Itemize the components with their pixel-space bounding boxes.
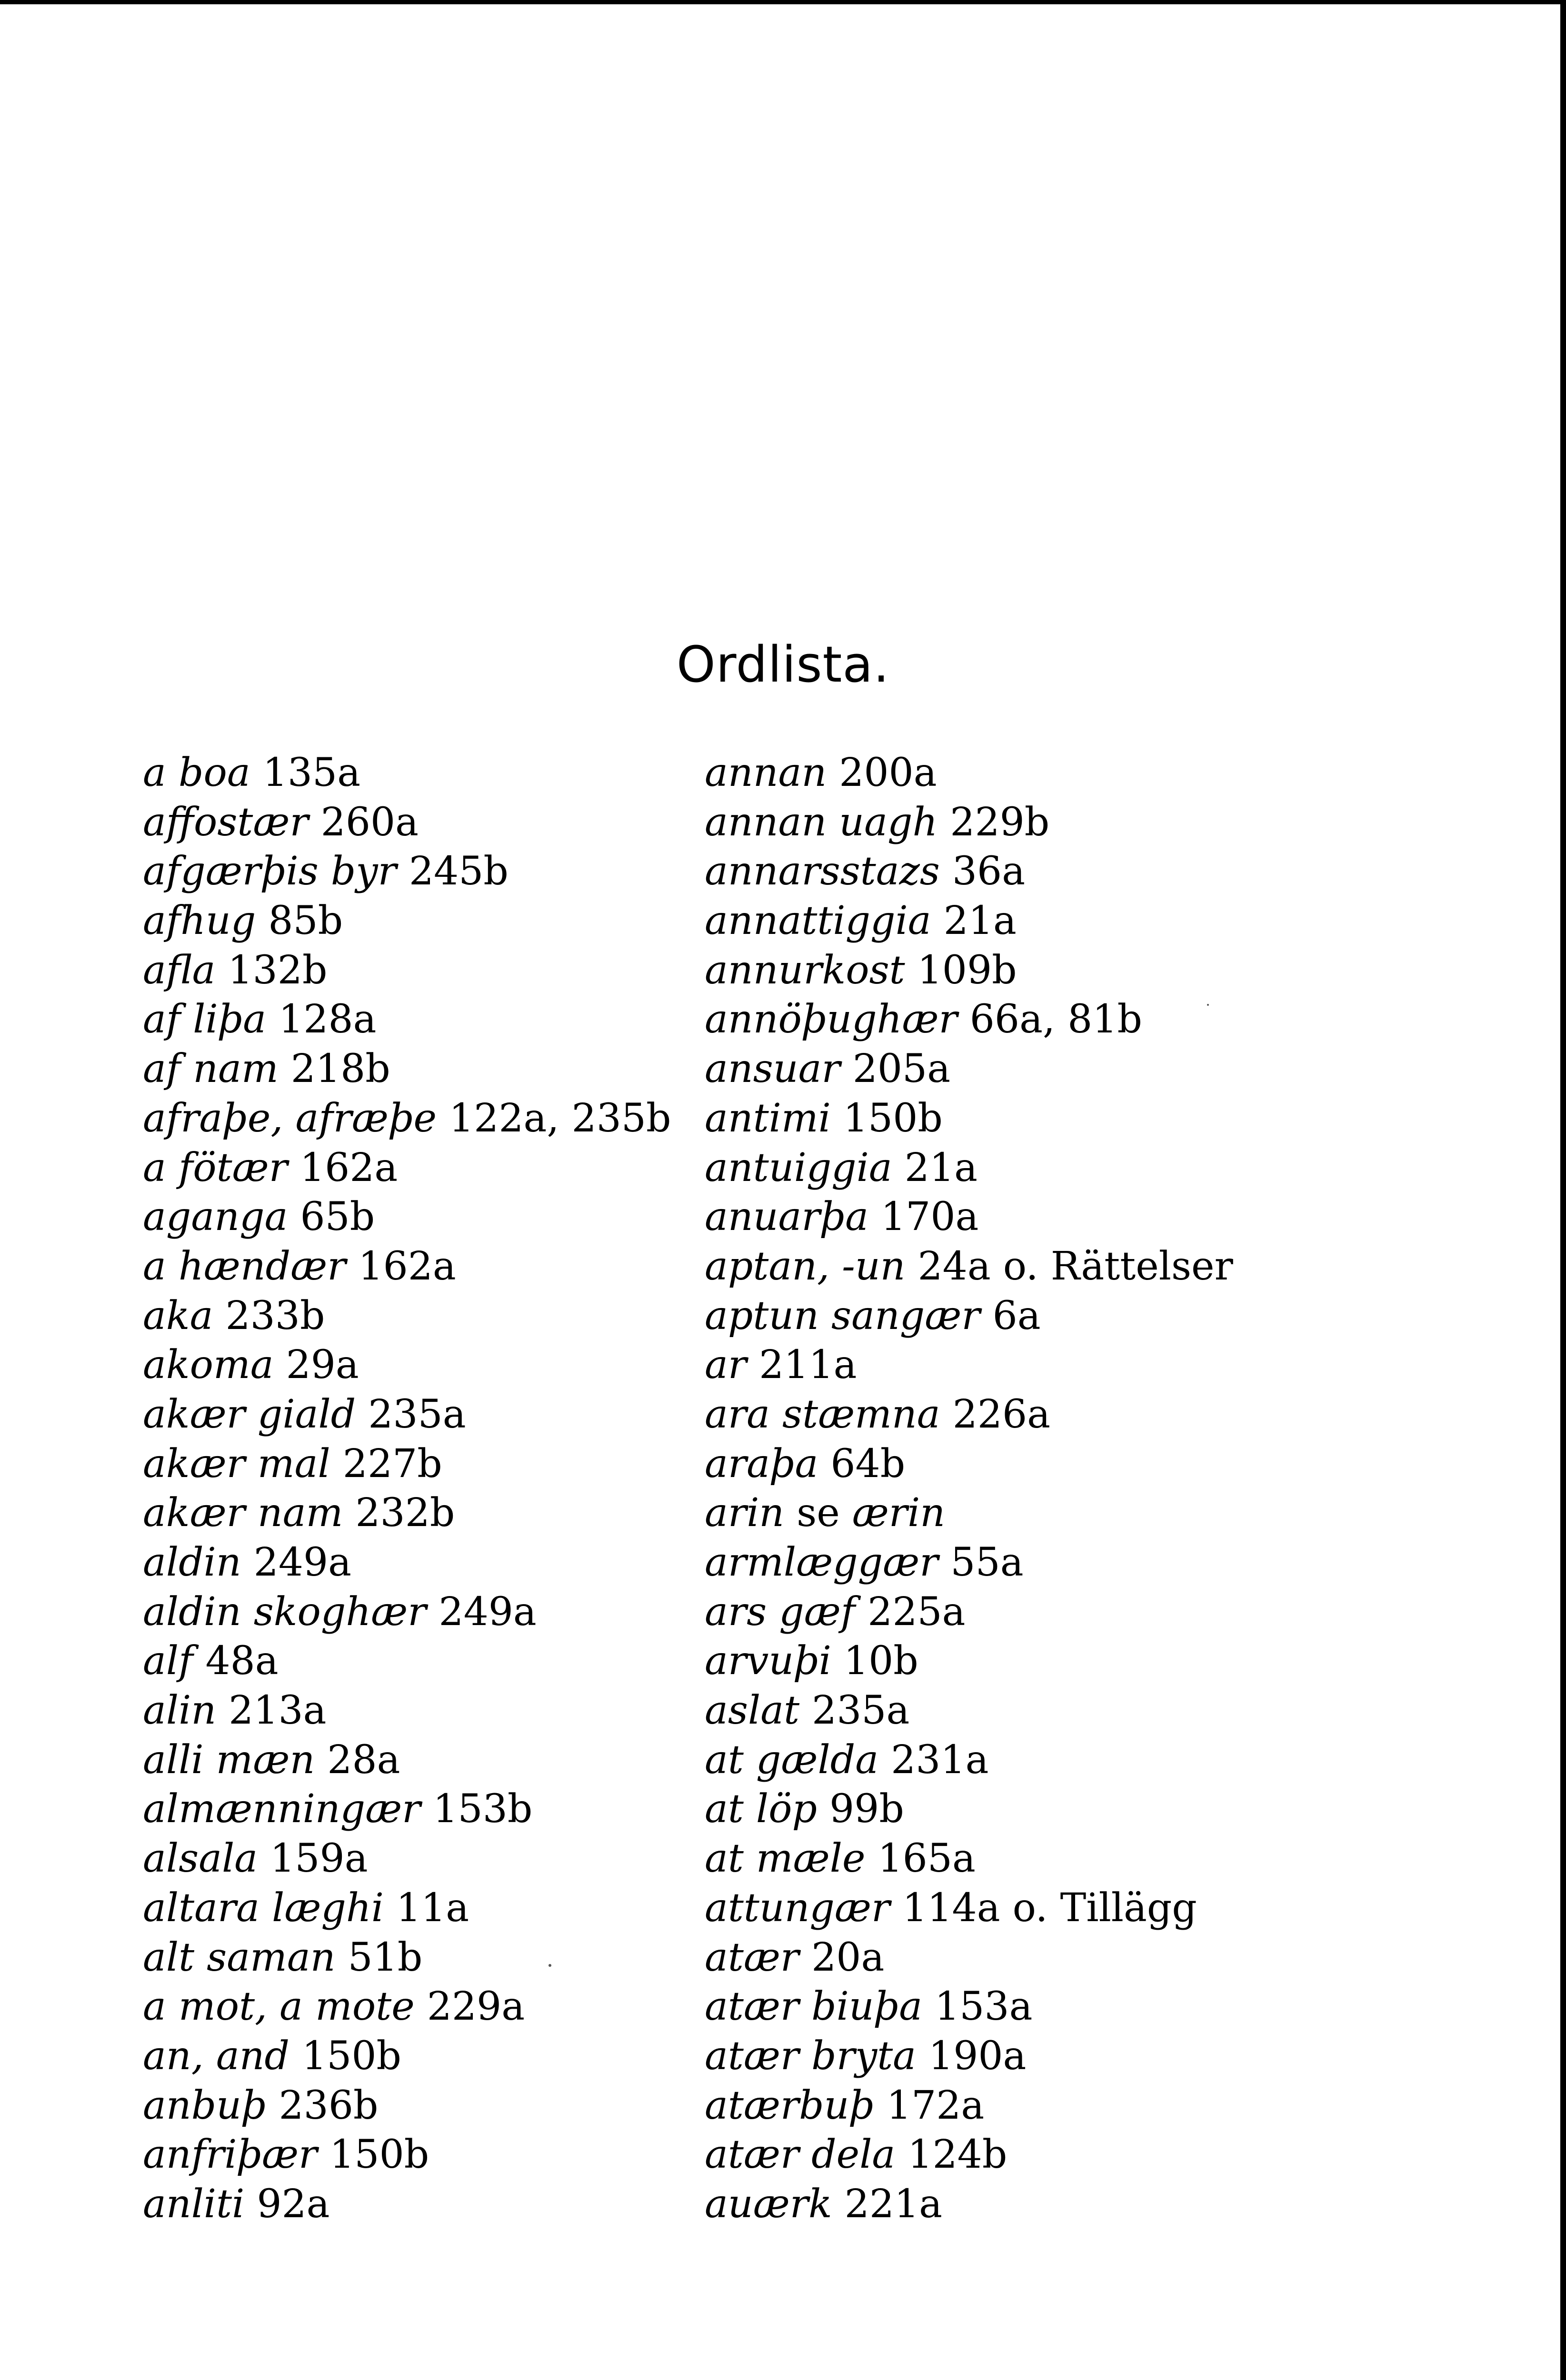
entry-reference: 225a <box>868 1589 966 1635</box>
glossary-entry <box>143 1192 667 1242</box>
entry-term: almænningær <box>143 1786 421 1832</box>
entry-reference: 211a <box>759 1342 857 1388</box>
entry-term: antuiggia <box>705 1145 892 1190</box>
entry-reference: 36a <box>952 849 1026 894</box>
speck-mark <box>1207 1004 1209 1006</box>
glossary-entry <box>705 2081 1319 2131</box>
entry-term: atær bryta <box>705 2033 917 2079</box>
entry-reference: 162a <box>358 1243 456 1289</box>
glossary-entry <box>143 1044 667 1094</box>
entry-term: a mot, a mote <box>143 1984 415 2030</box>
entry-term: atær <box>705 1934 799 1980</box>
entry-term: at löp <box>705 1786 817 1832</box>
glossary-entry <box>705 1390 1319 1439</box>
entry-term: akoma <box>143 1342 274 1388</box>
glossary-entry <box>143 1735 667 1785</box>
glossary-entry <box>143 946 667 995</box>
entry-term: atær dela <box>705 2132 896 2178</box>
entry-reference: 190a <box>928 2033 1027 2079</box>
entry-reference: 229a <box>427 1984 525 2030</box>
entry-term: anfriþær <box>143 2132 318 2178</box>
glossary-entry <box>705 995 1319 1044</box>
glossary-entry <box>705 946 1319 995</box>
entry-term: ars gæf <box>705 1589 856 1635</box>
glossary-entry <box>705 896 1319 946</box>
entry-term: a boa <box>143 750 250 795</box>
glossary-entry <box>143 1884 667 1933</box>
entry-term: af nam <box>143 1046 279 1092</box>
entry-term: a hændær <box>143 1243 346 1289</box>
glossary-entry <box>143 1686 667 1735</box>
glossary-entry <box>143 2032 667 2081</box>
entry-term: annöþughær <box>705 997 958 1042</box>
entry-reference: 159a <box>270 1836 368 1882</box>
entry-term: ar <box>705 1342 747 1388</box>
entry-term: akær giald <box>143 1391 356 1437</box>
entry-note: o. Rättelser <box>1003 1243 1233 1289</box>
entry-reference: 260a <box>320 799 419 845</box>
entry-reference: 65b <box>300 1194 375 1240</box>
entry-reference: 92a <box>257 2181 330 2227</box>
entry-reference: 249a <box>253 1540 352 1585</box>
entry-term: aka <box>143 1293 213 1339</box>
glossary-entry <box>143 1933 667 1983</box>
entry-reference: 29a <box>286 1342 359 1388</box>
entry-reference: 128a <box>279 997 377 1042</box>
glossary-left-column <box>143 748 671 2229</box>
entry-reference: 232b <box>355 1490 455 1536</box>
entry-term: araþa <box>705 1441 818 1487</box>
entry-reference: 162a <box>299 1145 398 1190</box>
entry-term: ansuar <box>705 1046 840 1092</box>
glossary-entry <box>143 1488 667 1538</box>
glossary-entry <box>705 1933 1319 1983</box>
entry-term: anbuþ <box>143 2082 267 2128</box>
glossary-entry <box>143 798 667 847</box>
glossary-entry <box>705 1291 1319 1341</box>
glossary-entry <box>143 748 667 798</box>
entry-term: af liþa <box>143 997 267 1042</box>
entry-reference: 229b <box>950 799 1050 845</box>
entry-note: ærin <box>852 1490 946 1536</box>
entry-reference: 21a <box>943 898 1017 944</box>
entry-term: at gælda <box>705 1737 879 1783</box>
entry-reference: 150b <box>329 2132 429 2178</box>
glossary-entry <box>143 1291 667 1341</box>
entry-reference: 236b <box>279 2082 379 2128</box>
entry-reference: 11a <box>396 1885 469 1931</box>
entry-reference: 124b <box>908 2132 1007 2178</box>
entry-term: afraþe, afræþe <box>143 1095 437 1141</box>
glossary-entry <box>705 1044 1319 1094</box>
glossary-entry <box>705 1143 1319 1193</box>
entry-reference: 200a <box>839 750 937 795</box>
glossary-entry <box>705 1686 1319 1735</box>
glossary-entry <box>705 2180 1319 2229</box>
glossary-entry <box>705 1242 1319 1291</box>
entry-reference: 150b <box>843 1095 943 1141</box>
entry-term: akær mal <box>143 1441 330 1487</box>
glossary-entry <box>143 2180 667 2229</box>
entry-reference: 114a <box>902 1885 1000 1931</box>
entry-reference: 24a <box>918 1243 991 1289</box>
glossary-entry <box>705 1192 1319 1242</box>
glossary-entry <box>705 1439 1319 1489</box>
entry-term: ara stæmna <box>705 1391 940 1437</box>
glossary-entry <box>143 1390 667 1439</box>
entry-reference: 205a <box>852 1046 951 1092</box>
entry-reference: 51b <box>348 1934 423 1980</box>
page-title: Ordlista. <box>676 635 890 694</box>
entry-reference: 235a <box>368 1391 466 1437</box>
glossary-entry <box>143 1340 667 1390</box>
glossary-entry <box>705 1587 1319 1637</box>
entry-term: a fötær <box>143 1145 288 1190</box>
glossary-entry <box>143 1982 667 2032</box>
glossary-entry <box>143 1094 671 1143</box>
glossary-entry <box>143 1785 667 1834</box>
glossary-entry <box>143 1834 667 1884</box>
glossary-entry <box>143 1242 667 1291</box>
entry-reference: 6a <box>992 1293 1041 1339</box>
entry-term: alli mæn <box>143 1737 315 1783</box>
entry-reference: 233b <box>225 1293 325 1339</box>
glossary-entry <box>143 1538 667 1587</box>
glossary-entry <box>705 1834 1319 1884</box>
entry-reference: 150b <box>302 2033 402 2079</box>
entry-term: afgærþis byr <box>143 849 397 894</box>
glossary-entry <box>705 1488 1319 1538</box>
glossary-entry <box>705 1340 1319 1390</box>
entry-reference: 132b <box>228 947 328 993</box>
entry-term: arvuþi <box>705 1638 831 1684</box>
glossary-entry <box>705 1982 1319 2032</box>
entry-reference: 245b <box>409 849 509 894</box>
entry-term: annan <box>705 750 827 795</box>
entry-reference: 10b <box>843 1638 918 1684</box>
entry-term: aptun sangær <box>705 1293 980 1339</box>
entry-term: armlæggær <box>705 1540 938 1585</box>
glossary-right-column <box>705 748 1319 2229</box>
entry-reference: 221a <box>844 2181 943 2227</box>
entry-term: aldin <box>143 1540 241 1585</box>
entry-term: an, and <box>143 2033 290 2079</box>
entry-reference: 64b <box>830 1441 906 1487</box>
glossary-entry <box>705 1785 1319 1834</box>
entry-term: aganga <box>143 1194 288 1240</box>
entry-term: annurkost <box>705 947 905 993</box>
glossary-entry <box>705 1538 1319 1587</box>
entry-term: anuarþa <box>705 1194 868 1240</box>
entry-reference: 249a <box>439 1589 537 1635</box>
entry-term: affostær <box>143 799 309 845</box>
glossary-entry <box>143 896 667 946</box>
entry-reference: 55a <box>950 1540 1024 1585</box>
entry-reference: 213a <box>229 1688 327 1734</box>
speck-mark <box>549 1964 551 1967</box>
entry-reference: 28a <box>327 1737 400 1783</box>
entry-term: alin <box>143 1688 217 1734</box>
glossary-entry <box>705 1735 1319 1785</box>
glossary-entry <box>143 995 667 1044</box>
entry-term: altara læghi <box>143 1885 384 1931</box>
entry-term: afhug <box>143 898 256 944</box>
glossary-entry <box>705 1884 1319 1933</box>
entry-term: attungær <box>705 1885 890 1931</box>
entry-term: aptan, -un <box>705 1243 906 1289</box>
entry-note: o. Tillägg <box>1012 1885 1197 1931</box>
glossary-entry <box>705 2130 1319 2180</box>
entry-reference: 153a <box>935 1984 1033 2030</box>
entry-reference: 165a <box>878 1836 976 1882</box>
glossary-entry <box>143 2130 667 2180</box>
entry-reference: 226a <box>952 1391 1051 1437</box>
entry-term: at mæle <box>705 1836 866 1882</box>
entry-reference: 21a <box>904 1145 978 1190</box>
entry-term: antimi <box>705 1095 831 1141</box>
entry-term: afla <box>143 947 216 993</box>
entry-reference: 109b <box>917 947 1017 993</box>
entry-term: alsala <box>143 1836 258 1882</box>
glossary-entry <box>143 2081 667 2131</box>
entry-reference: 66a, 81b <box>969 997 1142 1042</box>
glossary-entry <box>705 1094 1319 1143</box>
glossary-entry <box>705 2032 1319 2081</box>
glossary-entry <box>143 847 667 896</box>
glossary-entry <box>705 798 1319 847</box>
entry-term: atærbuþ <box>705 2082 874 2128</box>
entry-reference: 231a <box>891 1737 989 1783</box>
entry-term: anliti <box>143 2181 245 2227</box>
entry-term: alf <box>143 1638 193 1684</box>
entry-reference: 135a <box>262 750 361 795</box>
glossary-entry <box>143 1439 667 1489</box>
entry-reference: 48a <box>205 1638 279 1684</box>
glossary-entry <box>705 1636 1319 1686</box>
entry-reference: 99b <box>829 1786 904 1832</box>
entry-reference: 227b <box>342 1441 442 1487</box>
entry-reference: 218b <box>290 1046 390 1092</box>
glossary-entry <box>143 1587 667 1637</box>
entry-reference: 170a <box>880 1194 979 1240</box>
entry-term: annan uagh <box>705 799 938 845</box>
entry-term: atær biuþa <box>705 1984 923 2030</box>
entry-reference: 122a, 235b <box>449 1095 671 1141</box>
entry-reference: 235a <box>812 1688 910 1734</box>
glossary-entry <box>143 1636 667 1686</box>
glossary-entry <box>705 847 1319 896</box>
entry-reference: 153b <box>433 1786 533 1832</box>
entry-term: auærk <box>705 2181 832 2227</box>
entry-reference: 20a <box>811 1934 885 1980</box>
entry-term: annarsstazs <box>705 849 940 894</box>
entry-term: aslat <box>705 1688 800 1734</box>
entry-term: aldin skoghær <box>143 1589 427 1635</box>
entry-term: akær nam <box>143 1490 343 1536</box>
entry-reference: se <box>797 1490 840 1536</box>
entry-reference: 85b <box>268 898 343 944</box>
entry-term: annattiggia <box>705 898 931 944</box>
glossary-entry <box>705 748 1319 798</box>
glossary-entry <box>143 1143 667 1193</box>
entry-term: arin <box>705 1490 785 1536</box>
entry-term: alt saman <box>143 1934 336 1980</box>
entry-reference: 172a <box>886 2082 985 2128</box>
